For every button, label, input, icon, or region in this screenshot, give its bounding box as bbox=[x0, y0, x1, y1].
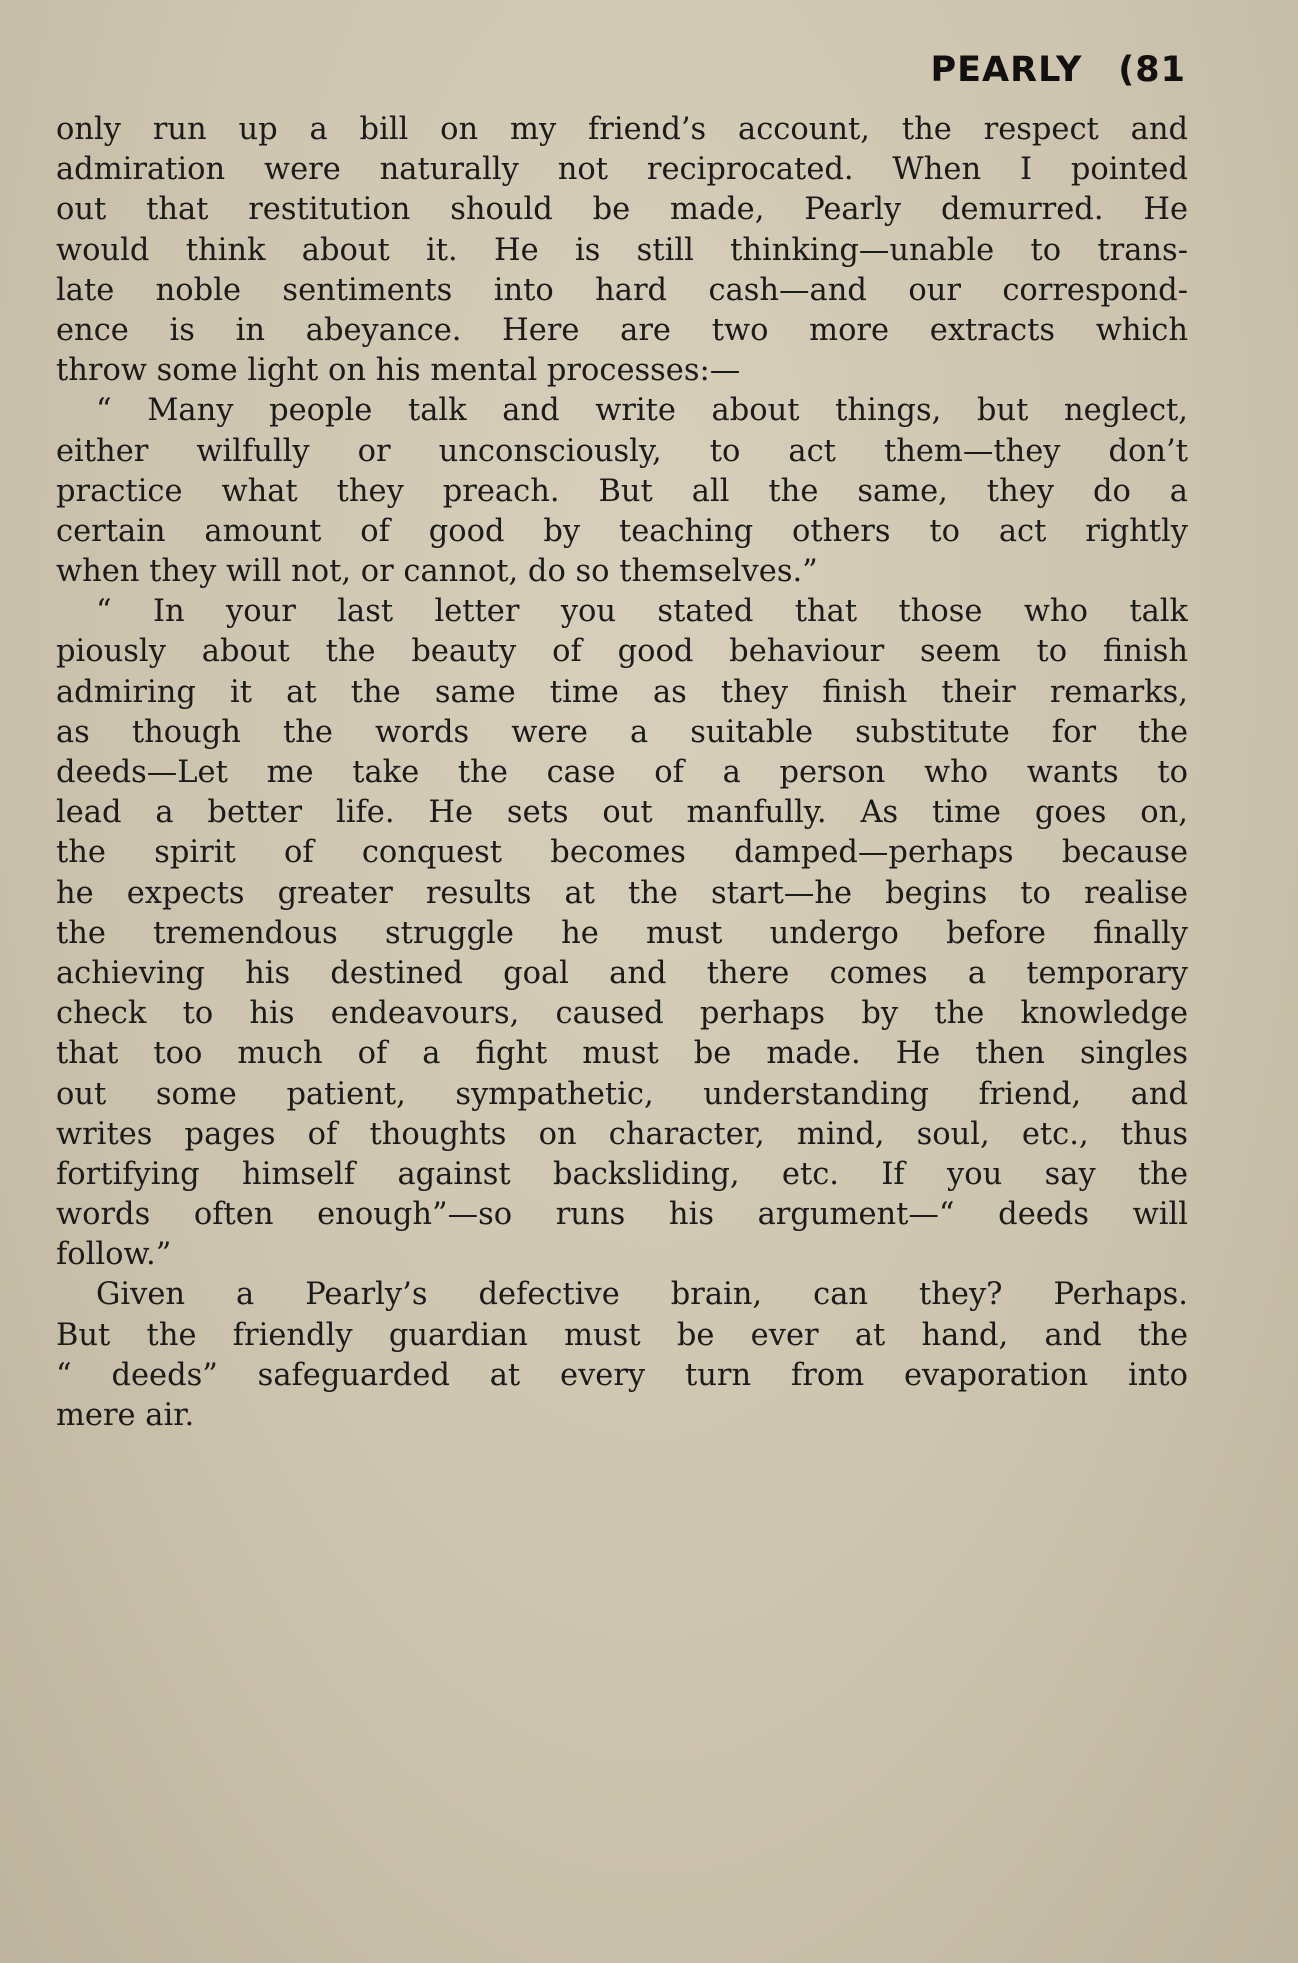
text-line: that too much of a fight must be made. He then singles bbox=[56, 1036, 1188, 1072]
text-line: fortifying himself against backsliding, etc. If you say the bbox=[56, 1156, 1188, 1192]
text-line: mere air. bbox=[56, 1398, 195, 1433]
text-line: admiration were naturally not reciprocated. When I pointed bbox=[56, 152, 1188, 188]
text-line: would think about it. He is still thinking—unable to trans- bbox=[56, 232, 1188, 268]
text-line: when they will not, or cannot, do so themselves.” bbox=[56, 554, 818, 590]
text-line: “ Many people talk and write about things, but neglect, bbox=[96, 393, 1188, 429]
text-line: “ In your last letter you stated that those who talk bbox=[96, 594, 1188, 630]
text-line: achieving his destined goal and there comes a temporary bbox=[56, 955, 1188, 991]
text-line: ence is in abeyance. Here are two more extracts which bbox=[56, 312, 1188, 348]
body-text bbox=[56, 110, 1188, 1436]
text-line: writes pages of thoughts on character, mind, soul, etc., thus bbox=[56, 1116, 1188, 1152]
text-line: “ deeds” safeguarded at every turn from evaporation into bbox=[56, 1357, 1188, 1393]
text-line: But the friendly guardian must be ever at hand, and the bbox=[56, 1317, 1188, 1353]
text-line: deeds—Let me take the case of a person who wants to bbox=[56, 755, 1188, 790]
text-line: check to his endeavours, caused perhaps by the knowledge bbox=[56, 996, 1188, 1032]
text-line: lead a better life. He sets out manfully. As time goes on, bbox=[56, 795, 1188, 831]
text-line: practice what they preach. But all the same, they do a bbox=[56, 473, 1188, 509]
text-line: words often enough”—so runs his argument—“ deeds will bbox=[56, 1197, 1188, 1233]
text-line: throw some light on his mental processes:— bbox=[56, 353, 741, 389]
text-line: out some patient, sympathetic, understanding friend, and bbox=[56, 1076, 1188, 1112]
text-line: follow.” bbox=[56, 1237, 172, 1273]
text-line: the spirit of conquest becomes damped—perhaps because bbox=[56, 835, 1188, 871]
page-number: (81 bbox=[1118, 50, 1186, 90]
running-head bbox=[931, 50, 1187, 90]
text-line: certain amount of good by teaching others to act rightly bbox=[56, 513, 1188, 549]
running-head-title: PEARLY bbox=[930, 50, 1083, 90]
text-line: Given a Pearly’s defective brain, can they? Perhaps. bbox=[96, 1277, 1188, 1313]
text-line: as though the words were a suitable substitute for the bbox=[56, 714, 1188, 750]
text-line: piously about the beauty of good behaviour seem to finish bbox=[56, 634, 1188, 670]
text-line: he expects greater results at the start—he begins to realise bbox=[56, 875, 1188, 911]
text-line: late noble sentiments into hard cash—and our correspond- bbox=[56, 272, 1188, 308]
text-line: either wilfully or unconsciously, to act them—they don’t bbox=[56, 433, 1188, 469]
text-line: out that restitution should be made, Pearly demurred. He bbox=[56, 192, 1188, 228]
text-line: admiring it at the same time as they finish their remarks, bbox=[56, 674, 1188, 710]
text-line: only run up a bill on my friend’s account, the respect and bbox=[56, 112, 1188, 147]
text-line: the tremendous struggle he must undergo before finally bbox=[56, 915, 1188, 951]
